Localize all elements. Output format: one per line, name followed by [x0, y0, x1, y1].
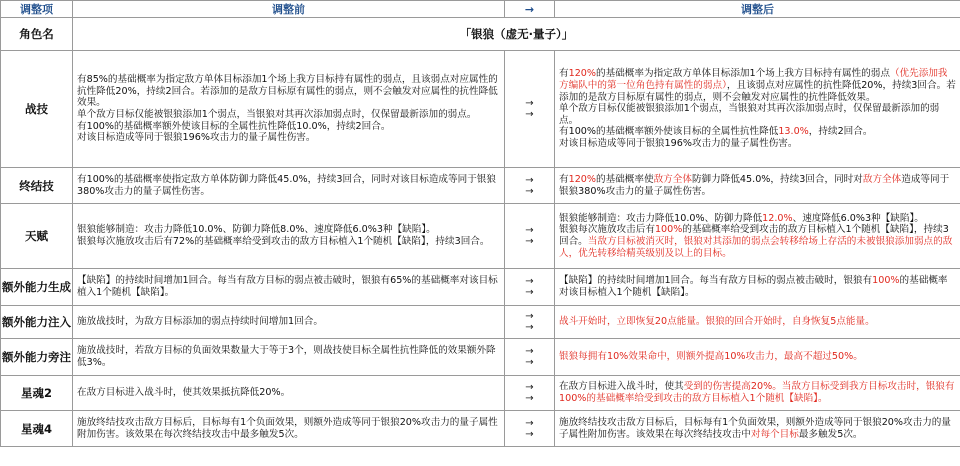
- after-text: [555, 168, 960, 204]
- changed-text: 当敌方目标被消灭时，银狼对其添加的弱点会转移给场上存活的未被银狼添加弱点的敌人，优先转移给精英级别及以上的目标。: [559, 236, 953, 259]
- row-name: 星魂4: [1, 411, 73, 447]
- after-paragraph: [559, 351, 956, 363]
- table-row: [1, 204, 960, 269]
- after-text: [555, 204, 960, 269]
- before-text: [73, 339, 505, 376]
- changed-text: 100%: [654, 224, 683, 236]
- arrow-icon: →: [525, 393, 534, 404]
- unchanged-text: 、速度降低6.0%3种【缺陷】。: [792, 212, 924, 224]
- arrow-cell: [505, 411, 555, 447]
- arrow-icon: →: [525, 174, 534, 186]
- before-paragraph: 银狼每次施放攻击后有72%的基础概率给受到攻击的敌方目标植入1个随机【缺陷】，持续3回合。: [77, 236, 490, 247]
- before-text: [73, 411, 505, 447]
- arrow-cell: [505, 306, 555, 339]
- table-row: [1, 168, 960, 204]
- row-name: 额外能力旁注: [1, 339, 73, 376]
- arrow-icon: →: [525, 357, 534, 368]
- unchanged-text: 的基础概率为指定敌方单体目标添加1个场上我方目标持有属性的弱点: [596, 68, 890, 80]
- changed-text: 13.0%: [778, 126, 809, 138]
- character-row: [1, 18, 960, 51]
- after-text: [555, 306, 960, 339]
- table-row: [1, 269, 960, 306]
- arrow-icon: →: [525, 276, 534, 287]
- before-paragraph: 有100%的基础概率使指定敌方单体防御力降低45.0%，持续3回合，同时对该目标造成等同于银狼380%攻击力的量子属性伤害。: [77, 173, 496, 197]
- unchanged-text: 有: [559, 68, 569, 80]
- before-paragraph: 【缺陷】的持续时间增加1回合。每当有敌方目标的弱点被击破时，银狼有65%的基础概率对该目标植入1个随机【缺陷】。: [77, 275, 498, 298]
- after-paragraph: [559, 126, 956, 138]
- changed-text: （优先添加我方编队中的第一位角色持有属性的弱点）: [559, 68, 948, 92]
- changed-text: 受到的伤害提高20%。当敌方目标受到我方目标攻击时，银狼有100%的基础概率给受到攻击的敌方目标植入1个随机【缺陷】。: [559, 381, 955, 404]
- unchanged-text: 施放终结技攻击敌方目标后，目标每有1个负面效果，则额外造成等同于银狼20%攻击力的量子属性附加伤害。该效果在每次终结技攻击中: [559, 416, 951, 440]
- before-text: [73, 306, 505, 339]
- changed-text: 敌方全体: [653, 173, 692, 185]
- changed-text: 战斗开始时，立即恢复20点能量。银狼的回合开始时，自身恢复5点能量。: [559, 316, 875, 328]
- table-row: [1, 306, 960, 339]
- after-text: [555, 269, 960, 306]
- after-paragraph: [559, 138, 956, 150]
- arrow-icon: →: [525, 346, 534, 357]
- unchanged-text: 在敌方目标进入战斗时，使其: [559, 381, 684, 393]
- after-paragraph: [559, 316, 956, 328]
- row-name: 天赋: [1, 204, 73, 269]
- before-paragraph: 有85%的基础概率为指定敌方单体目标添加1个场上我方目标持有属性的弱点，且该弱点对应属性的抗性降低20%，持续2回合。若添加的是敌方目标原有属性的弱点，则不会触发对应属性的抗性降低效果。: [77, 74, 498, 109]
- arrow-icon: →: [525, 98, 534, 109]
- after-paragraph: [559, 417, 956, 440]
- unchanged-text: 最多触发5次。: [798, 428, 863, 440]
- changed-text: 120%: [568, 173, 597, 185]
- before-paragraph: 有100%的基础概率额外使该目标的全属性抗性降低10.0%，持续2回合。: [77, 120, 391, 132]
- character-name: 「银狼（虚无·量子）」: [73, 18, 960, 51]
- unchanged-text: 的基础概率对该目标植入1个随机【缺陷】。: [559, 275, 948, 298]
- table-row: [1, 376, 960, 411]
- changed-text: 对每个目标: [750, 428, 799, 440]
- table-row: [1, 339, 960, 376]
- character-label: 角色名: [1, 18, 73, 51]
- arrow-cell: [505, 204, 555, 269]
- row-name: 额外能力生成: [1, 269, 73, 306]
- after-text: [555, 339, 960, 376]
- row-name: 终结技: [1, 168, 73, 204]
- arrow-icon: →: [525, 185, 534, 197]
- changed-text: 12.0%: [762, 212, 793, 224]
- arrow-cell: [505, 376, 555, 411]
- arrow-icon: →: [525, 225, 534, 236]
- arrow-icon: →: [525, 428, 534, 440]
- after-text: [555, 376, 960, 411]
- unchanged-text: 对该目标造成等同于银狼196%攻击力的量子属性伤害。: [559, 137, 798, 149]
- unchanged-text: ，且该弱点对应属性的抗性降低20%，持续3回合。若添加的是敌方目标原有属性的弱点，则不会触发对应属性的抗性降低效果。: [559, 80, 956, 103]
- table-row: [1, 411, 960, 447]
- row-name: 额外能力注入: [1, 306, 73, 339]
- arrow-icon: →: [525, 417, 534, 429]
- after-text: [555, 411, 960, 447]
- arrow-cell: [505, 168, 555, 204]
- arrow-icon: →: [525, 287, 534, 298]
- after-paragraph: [559, 174, 956, 197]
- arrow-cell: [505, 51, 555, 168]
- unchanged-text: 有100%的基础概率额外使该目标的全属性抗性降低: [559, 126, 779, 138]
- before-paragraph: 对该目标造成等同于银狼196%攻击力的量子属性伤害。: [77, 132, 316, 144]
- arrow-icon: →: [525, 382, 534, 393]
- after-paragraph: [559, 213, 956, 225]
- unchanged-text: 的基础概率使: [596, 173, 654, 185]
- before-paragraph: 单个敌方目标仅能被银狼添加1个弱点，当银狼对其再次添加弱点时，仅保留最新添加的弱点。: [77, 109, 477, 120]
- row-name: 战技: [1, 51, 73, 168]
- header-before: 调整前: [73, 1, 505, 18]
- after-paragraph: [559, 381, 956, 404]
- before-paragraph: 银狼能够制造：攻击力降低10.0%、防御力降低8.0%、速度降低6.0%3种【缺陷】。: [77, 224, 436, 236]
- before-paragraph: 施放战技时，若敌方目标的负面效果数量大于等于3个，则战技使目标全属性抗性降低的效果额外降低3%。: [77, 345, 496, 368]
- unchanged-text: 【缺陷】的持续时间增加1回合。每当有敌方目标的弱点被击破时，银狼有: [559, 275, 873, 287]
- before-paragraph: 施放战技时，为敌方目标添加的弱点持续时间增加1回合。: [77, 316, 323, 328]
- after-text: [555, 51, 960, 168]
- changed-text: 120%: [568, 68, 597, 80]
- before-text: [73, 269, 505, 306]
- after-paragraph: [559, 275, 956, 298]
- unchanged-text: 造成等同于银狼380%攻击力的量子属性伤害。: [559, 173, 950, 197]
- before-paragraph: 施放终结技攻击敌方目标后，目标每有1个负面效果，则额外造成等同于银狼20%攻击力的量子属性附加伤害。该效果在每次终结技攻击中最多触发5次。: [77, 416, 498, 440]
- table-row: [1, 51, 960, 168]
- unchanged-text: 有: [559, 173, 569, 185]
- unchanged-text: 单个敌方目标仅能被银狼添加1个弱点，当银狼对其再次添加弱点时，仅保留最新添加的弱点。: [559, 103, 940, 126]
- before-paragraph: 在敌方目标进入战斗时，使其效果抵抗降低20%。: [77, 387, 291, 399]
- before-text: [73, 168, 505, 204]
- unchanged-text: ，持续2回合。: [808, 126, 873, 138]
- header-row: [1, 1, 960, 18]
- after-paragraph: [559, 224, 956, 259]
- unchanged-text: 防御力降低45.0%，持续3回合，同时对: [691, 173, 863, 185]
- unchanged-text: 银狼能够制造：攻击力降低10.0%、防御力降低: [559, 212, 763, 224]
- before-text: [73, 204, 505, 269]
- arrow-cell: [505, 269, 555, 306]
- before-text: [73, 51, 505, 168]
- arrow-icon: →: [525, 236, 534, 247]
- unchanged-text: 银狼每次施放攻击后有: [559, 224, 655, 236]
- after-paragraph: [559, 68, 956, 103]
- changed-text: 敌方全体: [862, 173, 902, 185]
- header-arrow: →: [505, 1, 555, 18]
- row-name: 星魂2: [1, 376, 73, 411]
- arrow-icon: →: [525, 311, 534, 322]
- after-paragraph: [559, 103, 956, 126]
- header-item: 调整项: [1, 1, 73, 18]
- arrow-icon: →: [525, 109, 534, 120]
- arrow-cell: [505, 339, 555, 376]
- changed-text: 银狼每拥有10%效果命中，则额外提高10%攻击力，最高不超过50%。: [559, 351, 863, 363]
- changed-text: 100%: [872, 275, 900, 287]
- header-after: 调整后: [555, 1, 960, 18]
- arrow-icon: →: [525, 322, 534, 333]
- before-text: [73, 376, 505, 411]
- unchanged-text: 的基础概率给受到攻击的敌方目标植入1个随机【缺陷】，持续3回合。: [559, 224, 949, 247]
